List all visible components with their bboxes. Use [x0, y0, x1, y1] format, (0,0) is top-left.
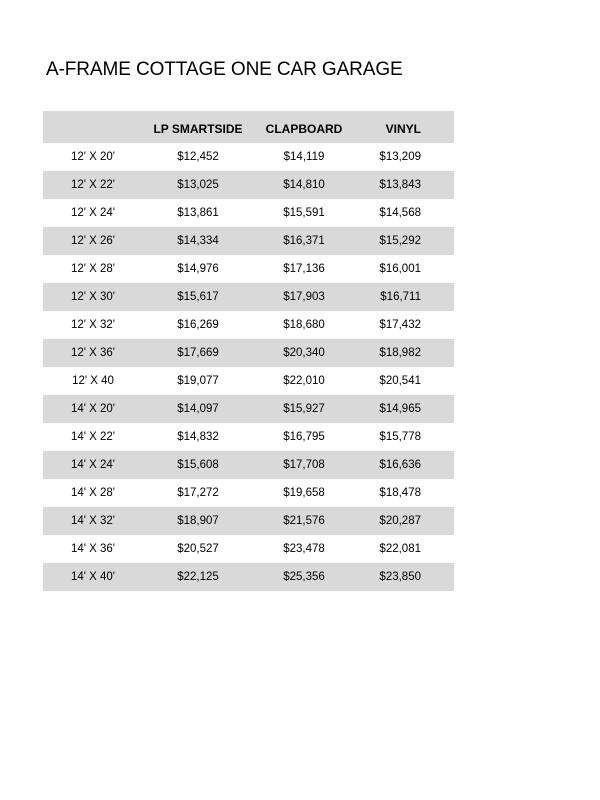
clapboard-price: $18,680: [283, 319, 325, 331]
table-header-row: [43, 111, 454, 143]
size-cell: 14' X 22': [70, 431, 116, 443]
vinyl-price: $20,287: [379, 515, 421, 527]
size-cell: 14' X 20': [70, 403, 116, 415]
table-row: [43, 255, 454, 283]
lp-smartside-price: $20,527: [177, 543, 219, 555]
lp-smartside-price: $15,617: [177, 291, 219, 303]
lp-smartside-price: $17,669: [177, 347, 219, 359]
vinyl-price: $13,209: [379, 151, 421, 163]
lp-smartside-price: $14,334: [177, 235, 219, 247]
table-row: [43, 171, 454, 199]
lp-smartside-price: $16,269: [177, 319, 219, 331]
size-cell: 12' X 28': [70, 263, 116, 275]
table-row: [43, 283, 454, 311]
lp-smartside-price: $13,861: [177, 207, 219, 219]
size-cell: 12' X 32': [70, 319, 116, 331]
clapboard-price: $15,927: [283, 403, 325, 415]
size-cell: 12' X 36': [70, 347, 116, 359]
table-body: [43, 143, 454, 591]
header-clapboard: CLAPBOARD: [265, 122, 343, 136]
size-cell: 12' X 24': [70, 207, 116, 219]
lp-smartside-price: $22,125: [177, 571, 219, 583]
vinyl-price: $13,843: [379, 179, 421, 191]
table-row: [43, 423, 454, 451]
vinyl-price: $20,541: [379, 375, 421, 387]
table-row: [43, 507, 454, 535]
vinyl-price: $18,478: [379, 487, 421, 499]
clapboard-price: $17,136: [283, 263, 325, 275]
lp-smartside-price: $18,907: [177, 515, 219, 527]
vinyl-price: $17,432: [379, 319, 421, 331]
header-lp-smartside: LP SMARTSIDE: [153, 122, 243, 136]
lp-smartside-price: $12,452: [177, 151, 219, 163]
size-cell: 12' X 22': [70, 179, 116, 191]
table-row: [43, 227, 454, 255]
header-size: [43, 111, 143, 143]
vinyl-price: $16,711: [380, 291, 421, 303]
clapboard-price: $23,478: [283, 543, 325, 555]
table-row: [43, 479, 454, 507]
clapboard-price: $21,576: [283, 515, 325, 527]
lp-smartside-price: $19,077: [177, 375, 219, 387]
size-cell: 12' X 26': [70, 235, 116, 247]
clapboard-price: $17,903: [283, 291, 325, 303]
size-cell: 14' X 40': [70, 571, 116, 583]
size-cell: 14' X 36': [70, 543, 116, 555]
vinyl-price: $15,778: [379, 431, 421, 443]
price-table: [43, 111, 454, 591]
size-cell: 12' X 30': [70, 291, 116, 303]
size-cell: 14' X 28': [70, 487, 116, 499]
table-row: [43, 199, 454, 227]
clapboard-price: $14,119: [283, 151, 325, 163]
table-row: [43, 143, 454, 171]
clapboard-price: $22,010: [283, 375, 325, 387]
table-row: [43, 563, 454, 591]
vinyl-price: $23,850: [379, 571, 421, 583]
size-cell: 14' X 24': [70, 459, 116, 471]
vinyl-price: $16,636: [379, 459, 421, 471]
lp-smartside-price: $15,608: [177, 459, 219, 471]
clapboard-price: $16,371: [283, 235, 325, 247]
table-row: [43, 535, 454, 563]
vinyl-price: $22,081: [379, 543, 421, 555]
lp-smartside-price: $14,832: [177, 431, 219, 443]
lp-smartside-price: $13,025: [177, 179, 219, 191]
table-row: [43, 367, 454, 395]
vinyl-price: $16,001: [379, 263, 421, 275]
size-cell: 12' X 20': [70, 151, 116, 163]
table-row: [43, 451, 454, 479]
table-row: [43, 395, 454, 423]
page-title: A-FRAME COTTAGE ONE CAR GARAGE: [46, 59, 403, 80]
table-row: [43, 339, 454, 367]
clapboard-price: $15,591: [283, 207, 325, 219]
clapboard-price: $14,810: [283, 179, 325, 191]
clapboard-price: $20,340: [283, 347, 325, 359]
vinyl-price: $14,965: [379, 403, 421, 415]
size-cell: 14' X 32': [70, 515, 116, 527]
lp-smartside-price: $14,976: [177, 263, 219, 275]
lp-smartside-price: $17,272: [177, 487, 219, 499]
clapboard-price: $25,356: [283, 571, 325, 583]
clapboard-price: $16,795: [283, 431, 325, 443]
vinyl-price: $18,982: [379, 347, 421, 359]
vinyl-price: $14,568: [379, 207, 421, 219]
vinyl-price: $15,292: [379, 235, 421, 247]
lp-smartside-price: $14,097: [177, 403, 219, 415]
size-cell: 12' X 40: [72, 375, 114, 387]
table-row: [43, 311, 454, 339]
clapboard-price: $17,708: [283, 459, 325, 471]
clapboard-price: $19,658: [283, 487, 325, 499]
header-vinyl: VINYL: [385, 122, 421, 136]
